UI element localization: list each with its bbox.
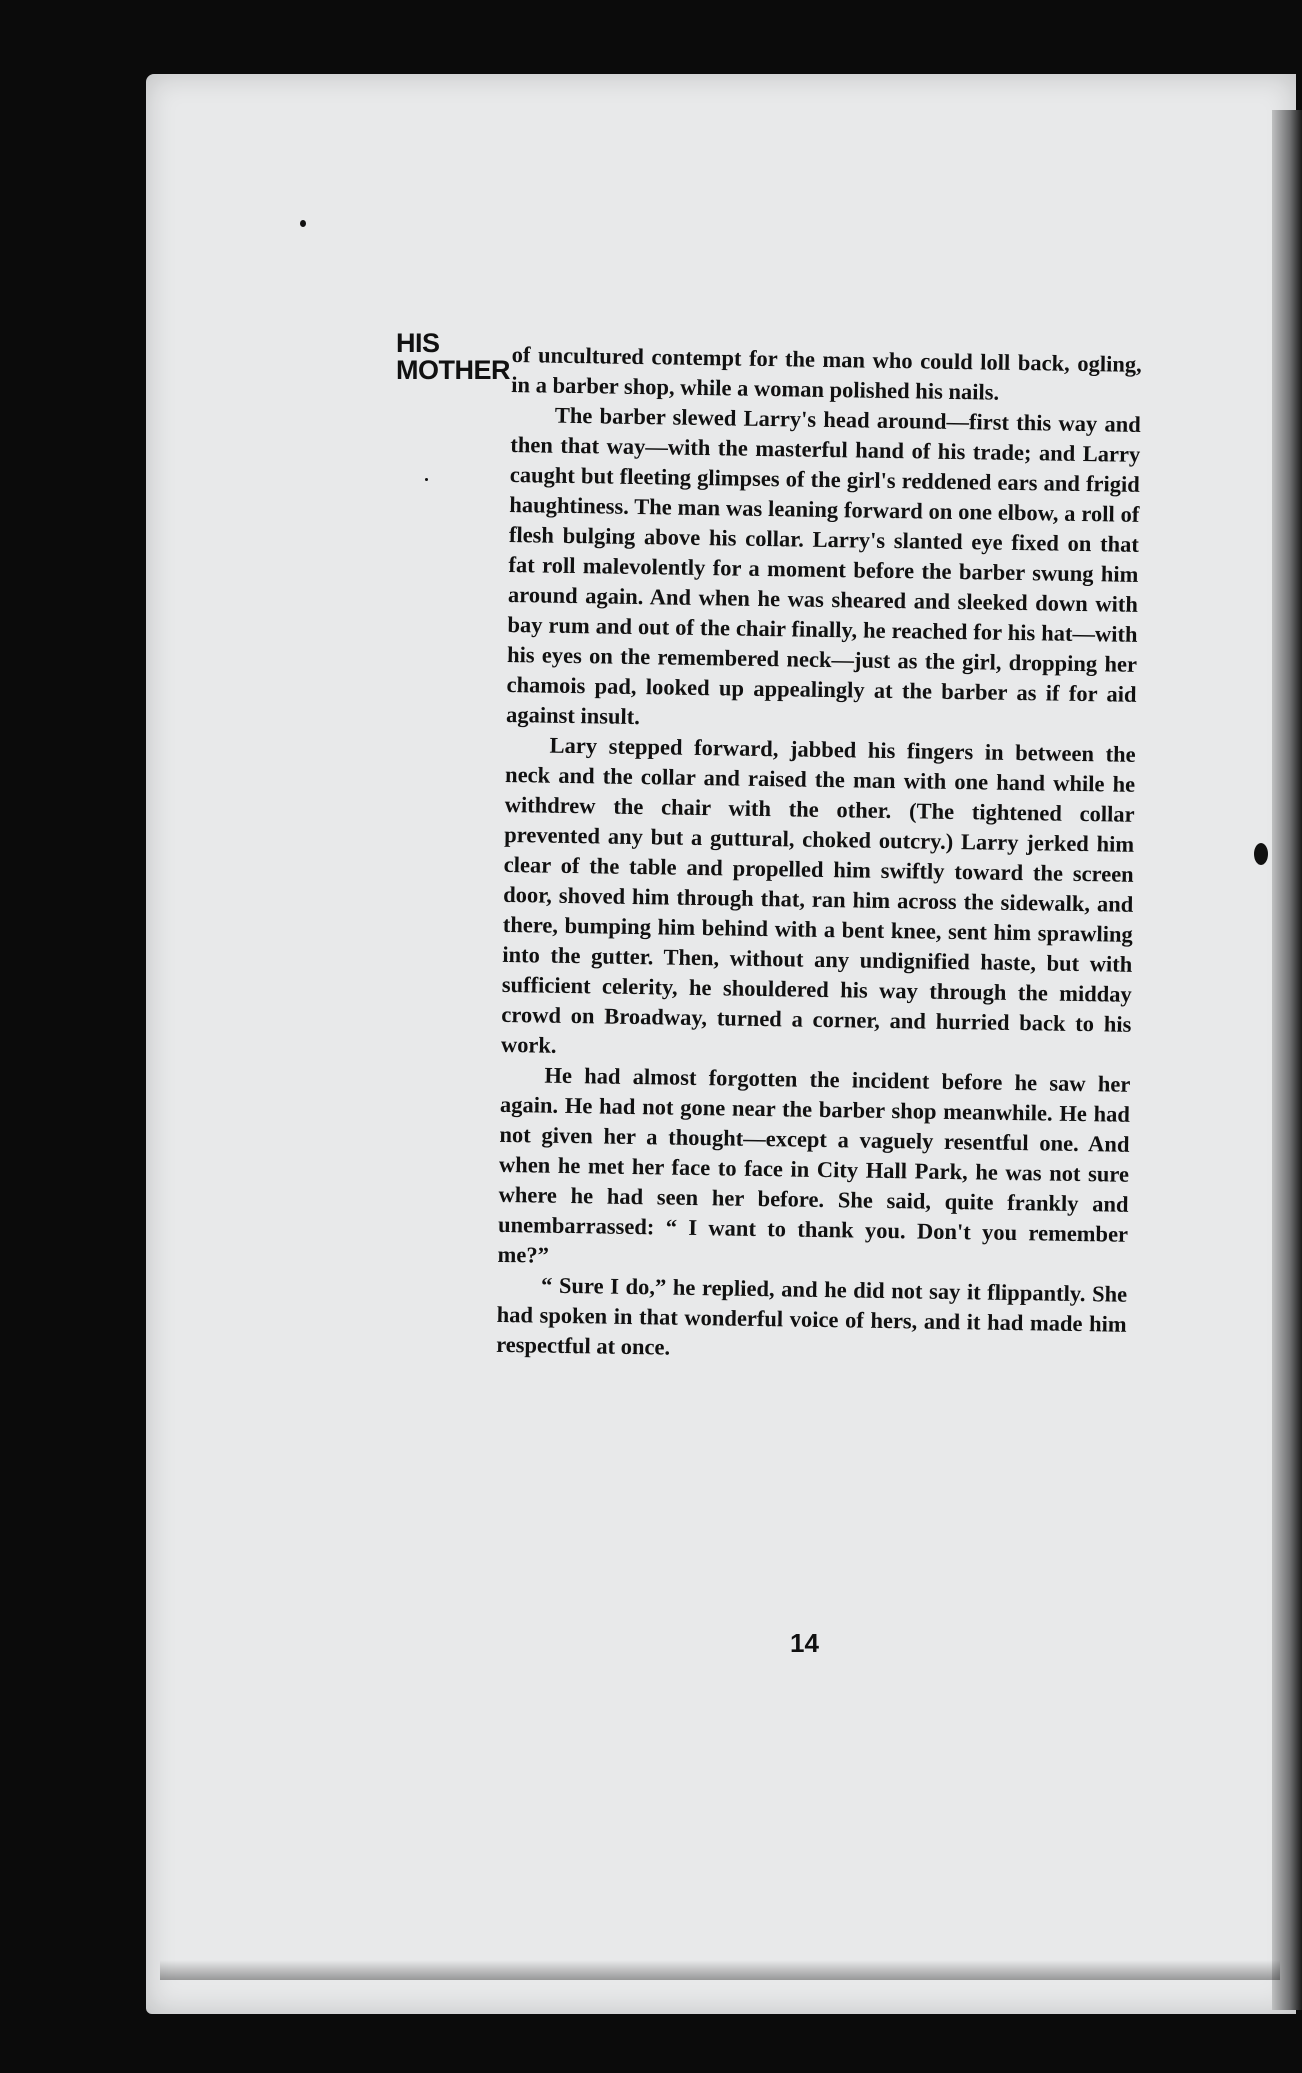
ink-speck bbox=[425, 478, 428, 481]
ink-blot bbox=[1254, 843, 1268, 865]
ink-speck bbox=[300, 220, 306, 227]
page-edge-bottom bbox=[160, 1960, 1280, 1980]
page-edge-right bbox=[1272, 110, 1302, 2010]
paragraph-1: of uncultured contempt for the man who could loll back, ogling, in a barber shop, while a woman polished his nails. bbox=[511, 341, 1142, 405]
body-text bbox=[496, 340, 1142, 1370]
page-number: 14 bbox=[790, 1628, 819, 1658]
running-head bbox=[396, 330, 510, 384]
paragraph-5: “ Sure I do,” he replied, and he did not say it flippantly. She had spoken in that wonderful voice of hers, and it had made him respectful at once. bbox=[496, 1272, 1128, 1360]
running-head-line-1: HIS bbox=[396, 328, 440, 358]
paragraph-2: The barber slewed Larry's head around—first this way and then that way—with the masterful hand of his trade; and Larry caught but fleeting glimpses of the girl's reddened ears and frigid haughtiness. The man was leaning forward on one elbow, a roll of flesh bulging above his collar. Larry's slanted eye fixed on that fat roll malevolently for a moment before the barber swung him around again. And when he was sheared and sleeked down with bay rum and out of the chair finally, he reached for his hat—with his eyes on the remembered neck—just as the girl, dropping her chamois pad, looked up appealingly at the barber as if for aid against insult. bbox=[505, 402, 1141, 730]
paragraph-3: Lary stepped forward, jabbed his fingers in between the neck and the collar and raised the man with one hand while he withdrew the chair with the other. (The tightened collar prevented any but a guttural, choked outcry.) Larry jerked him clear of the table and propelled him swiftly toward the screen door, shoved him through that, ran him across the sidewalk, and there, bumping him behind with a bent knee, sent him sprawling into the gutter. Then, without any undignified haste, but with sufficient celerity, he shouldered his way through the midday crowd on Broadway, turned a corner, and hurried back to his work. bbox=[500, 732, 1136, 1058]
paragraph-4: He had almost forgotten the incident before he saw her again. He had not gone near the barber shop meanwhile. He had not given her a thought—except a vaguely resentful one. And when he met her face to face in City Hall Park, he was not sure where he had seen her before. She said, quite frankly and unembarrassed: “ I want to thank you. Don't you remember me?” bbox=[497, 1062, 1131, 1268]
running-head-line-2: MOTHER bbox=[396, 355, 510, 385]
